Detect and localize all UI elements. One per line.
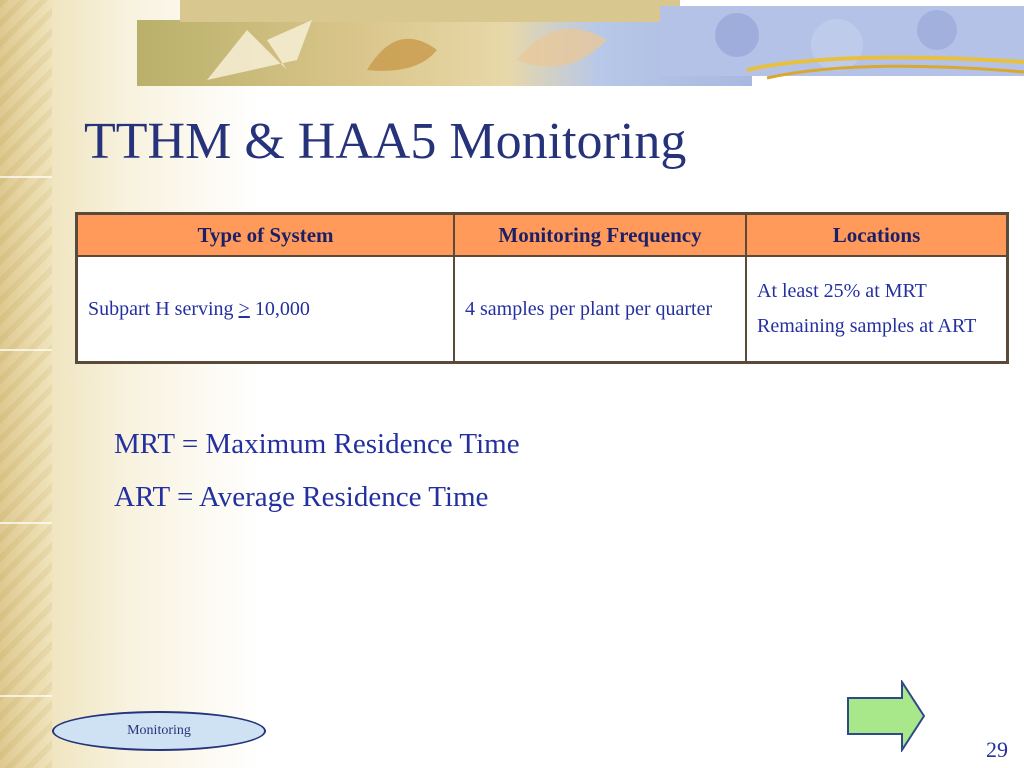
section-nav-button[interactable]	[52, 711, 266, 751]
next-slide-arrow-icon[interactable]	[846, 680, 926, 752]
decorative-left-strip	[0, 0, 52, 768]
location-line: Remaining samples at ART	[757, 315, 977, 337]
greater-equal-symbol: >	[238, 297, 250, 320]
page-number: 29	[986, 737, 1008, 762]
decorative-leaf-banner	[137, 0, 1024, 86]
definition-art: ART = Average Residence Time	[114, 481, 489, 513]
table-header-row	[77, 214, 1008, 257]
cell-frequency: 4 samples per plant per quarter	[454, 256, 746, 363]
location-line: At least 25% at MRT	[757, 280, 927, 302]
definition-mrt: MRT = Maximum Residence Time	[114, 428, 520, 460]
table-row	[77, 256, 1008, 363]
system-prefix: Subpart H serving	[88, 297, 239, 320]
system-suffix: 10,000	[249, 297, 310, 320]
cell-system-type	[77, 256, 455, 363]
definitions-list	[114, 428, 520, 534]
header-type-of-system: Type of System	[77, 214, 455, 257]
slide-title: TTHM & HAA5 Monitoring	[84, 113, 687, 170]
section-nav-label: Monitoring	[127, 723, 191, 738]
header-monitoring-frequency: Monitoring Frequency	[454, 214, 746, 257]
header-locations: Locations	[746, 214, 1008, 257]
cell-locations	[746, 256, 1008, 363]
monitoring-table	[75, 212, 1009, 364]
